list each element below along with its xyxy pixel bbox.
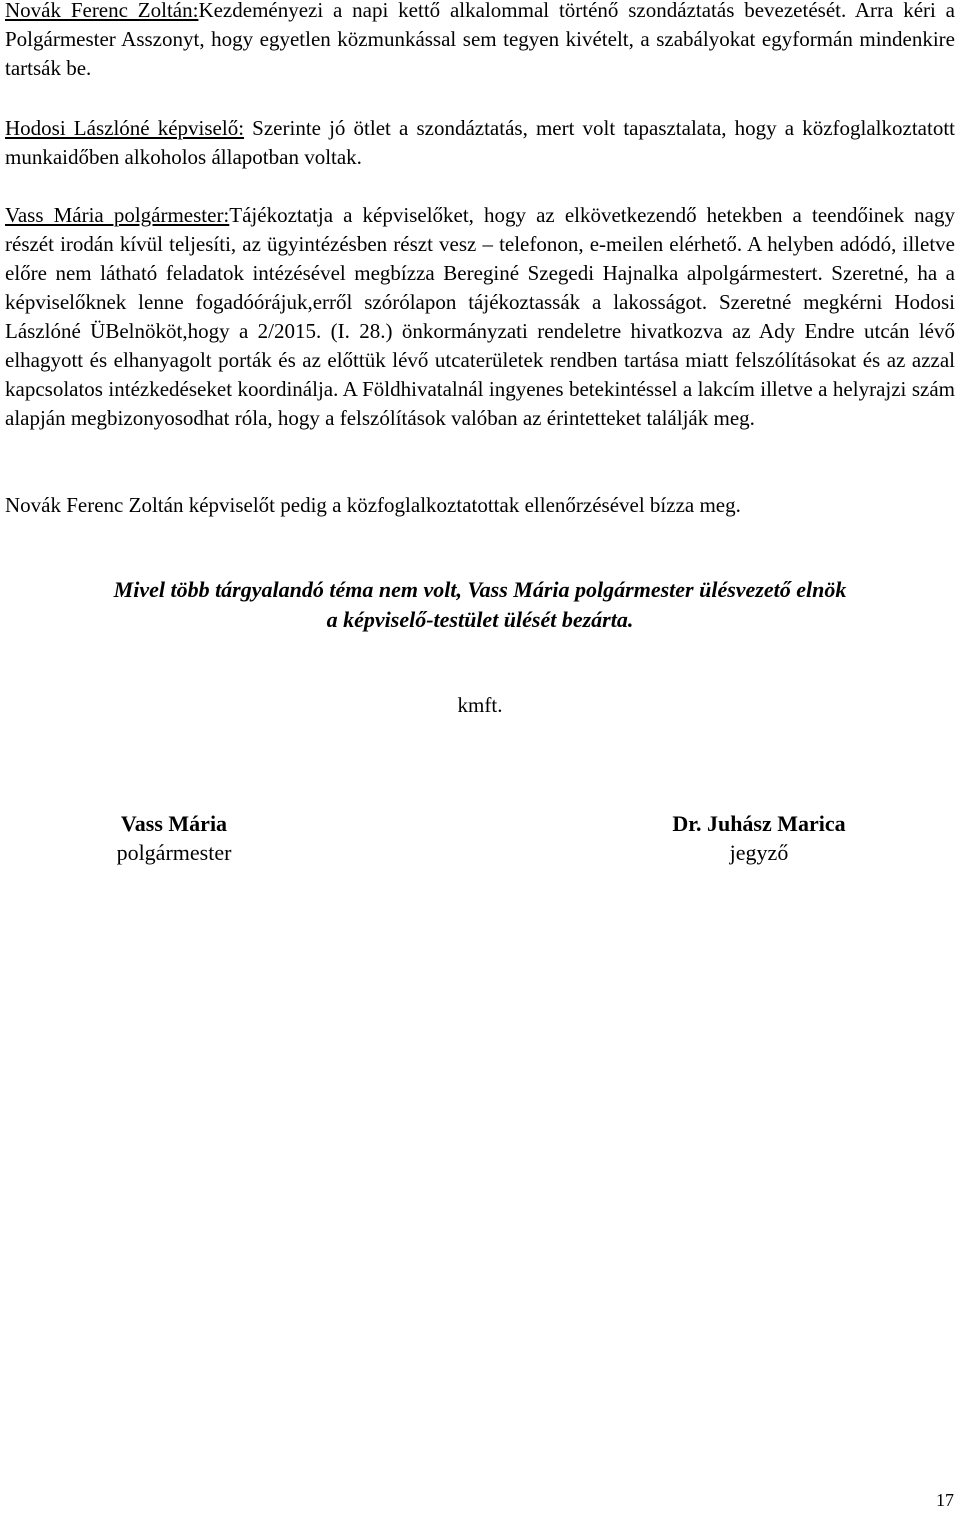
signature-mayor-name: Vass Mária: [120, 811, 228, 836]
page-number: 17: [936, 1490, 954, 1510]
paragraph-vass: [5, 201, 955, 433]
paragraph-vass-extra: [5, 491, 955, 520]
closing-line-1: Mivel több tárgyalandó téma nem volt, Vass Mária polgármester ülésvezető elnök: [113, 577, 847, 602]
paragraph-vass-text: Tájékoztatja a képviselőket, hogy az elkövetkezendő hetekben a teendőinek nagy részét irodán kívül teljesíti, az ügyintézésben részt vesz – telefonon, e-meilen elérhető. A helyben adódó, illetve előre nem látható feladatok intézésével megbízza Bereginé Szegedi Hajnalka alpolgármestert. Szeretné, ha a képviselőknek lenne fogadóórájuk,erről szórólapon tájékoztassák a lakosságot. Szeretné megkérni Hodosi Lászlóné ÜBelnököt,hogy a 2/2015. (I. 28.) önkormányzati rendeletre hivatkozva az Ady Endre utcán lévő elhagyott és elhanyagolt porták és az előttük lévő utcaterületek rendben tartása miatt felszólításokat és az azzal kapcsolatos intézkedéseket koordinálja. A Földhivatalnál ingyenes betekintéssel a lakcím illetve a helyrajzi szám alapján megbizonyosodhat róla, hogy a felszólítások valóban az érintetteket találják meg.: [5, 203, 955, 430]
paragraph-novak: [5, 0, 955, 83]
speaker-hodosi: Hodosi Lászlóné képviselő:: [5, 116, 245, 140]
signature-notary: [656, 809, 862, 867]
speaker-vass: Vass Mária polgármester:: [5, 203, 230, 227]
paragraph-hodosi: [5, 114, 955, 172]
signature-mayor: [108, 809, 240, 867]
signature-notary-name: Dr. Juhász Marica: [672, 811, 846, 836]
kmft-mark: kmft.: [457, 693, 503, 717]
signature-mayor-role: polgármester: [116, 840, 232, 865]
closing-statement: [0, 575, 960, 635]
paragraph-vass-extra-text: Novák Ferenc Zoltán képviselőt pedig a közfoglalkoztatottak ellenőrzésével bízza meg.: [5, 493, 741, 517]
speaker-novak: Novák Ferenc Zoltán:: [5, 0, 199, 22]
paragraph-hodosi-text: Szerinte jó ötlet a szondáztatás, mert volt tapasztalata, hogy a közfoglalkoztatott munkaidőben alkoholos állapotban voltak.: [5, 116, 956, 169]
paragraph-novak-text: Kezdeményezi a napi kettő alkalommal történő szondáztatás bevezetését. Arra kéri a Polgármester Asszonyt, hogy egyetlen közmunkással sem tegyen kivételt, a szabályokat egyformán mindenkire tartsák be.: [5, 0, 955, 80]
closing-line-2: a képviselő-testület ülését bezárta.: [326, 607, 634, 632]
signature-notary-role: jegyző: [729, 840, 789, 865]
